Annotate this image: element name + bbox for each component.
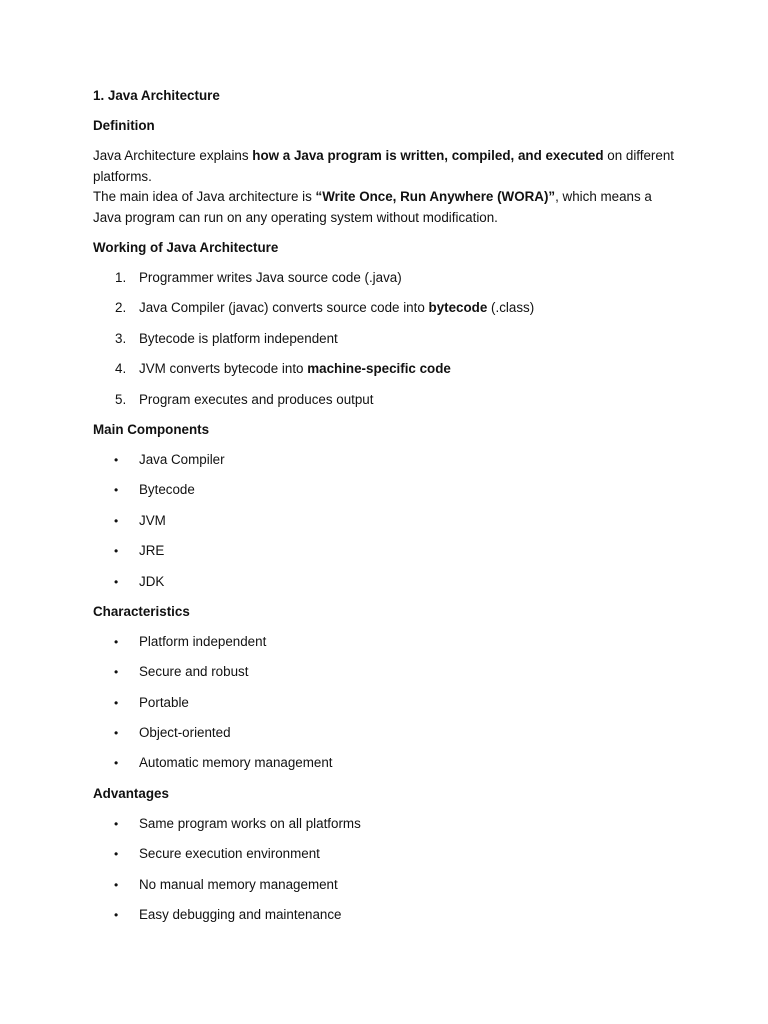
- list-item: [93, 814, 683, 834]
- list-item: [93, 723, 683, 743]
- def-p1-text-c: on different platforms.: [93, 148, 675, 184]
- step-number: 3.: [115, 330, 127, 346]
- bullet-icon: •: [114, 908, 119, 923]
- advantage-text: Easy debugging and maintenance: [139, 907, 342, 923]
- bullet-icon: •: [114, 513, 119, 528]
- definition-paragraph: [93, 146, 683, 187]
- advantages-list: [93, 814, 683, 925]
- step-text-bold: bytecode: [428, 300, 488, 316]
- advantage-text: No manual memory management: [139, 876, 338, 892]
- definition-heading: Definition: [93, 118, 155, 133]
- step-text-bold: machine-specific code: [307, 361, 451, 377]
- list-item: [93, 511, 683, 531]
- step-number: 1.: [115, 270, 127, 285]
- step-text-pre: JVM converts bytecode into: [139, 361, 308, 377]
- def-p2-text-a: The main idea of Java architecture is: [93, 189, 316, 204]
- characteristic-text: Secure and robust: [139, 664, 249, 680]
- bullet-icon: •: [114, 695, 119, 710]
- list-item: [93, 632, 683, 652]
- list-item: [93, 693, 683, 713]
- list-item: [93, 298, 683, 318]
- list-item: [93, 662, 683, 682]
- step-number: 4.: [115, 361, 127, 377]
- bullet-icon: •: [114, 665, 119, 680]
- component-text: JVM: [139, 512, 166, 528]
- list-item: [93, 875, 683, 895]
- def-p2-text-c: , which means a Java program can run on any operating system without modification.: [93, 189, 652, 225]
- bullet-icon: •: [114, 634, 119, 649]
- list-item: [93, 390, 683, 410]
- bullet-icon: •: [114, 574, 119, 589]
- list-item: [93, 450, 683, 470]
- advantages-heading: Advantages: [93, 785, 169, 801]
- component-text: JDK: [139, 573, 165, 589]
- characteristics-heading: Characteristics: [93, 603, 190, 619]
- bullet-icon: •: [114, 816, 119, 831]
- wora-paragraph: [93, 187, 683, 228]
- list-item: [93, 268, 683, 288]
- document-page: [93, 86, 683, 935]
- bullet-icon: •: [114, 726, 119, 741]
- list-item: [93, 329, 683, 349]
- bullet-icon: •: [114, 877, 119, 892]
- component-text: JRE: [139, 543, 165, 559]
- advantage-text: Same program works on all platforms: [139, 815, 361, 831]
- working-heading: Working of Java Architecture: [93, 240, 279, 255]
- advantage-text: Secure execution environment: [139, 846, 320, 862]
- list-item: [93, 844, 683, 864]
- characteristics-list: [93, 632, 683, 774]
- list-item: [93, 572, 683, 592]
- component-text: Java Compiler: [139, 451, 225, 467]
- def-p2-emphasis: “Write Once, Run Anywhere (WORA)”: [315, 189, 556, 204]
- bullet-icon: •: [114, 544, 119, 559]
- list-item: [93, 359, 683, 379]
- working-steps-list: [93, 268, 683, 410]
- characteristic-text: Portable: [139, 694, 189, 710]
- def-p1-emphasis: how a Java program is written, compiled, and executed: [252, 148, 604, 163]
- bullet-icon: •: [114, 483, 119, 498]
- step-text: Program executes and produces output: [139, 391, 374, 407]
- bullet-icon: •: [114, 452, 119, 467]
- characteristic-text: Automatic memory management: [139, 755, 333, 771]
- list-item: [93, 480, 683, 500]
- components-heading: Main Components: [93, 421, 210, 437]
- step-number: 2.: [115, 300, 127, 316]
- step-text: Bytecode is platform independent: [139, 330, 338, 346]
- step-text: Programmer writes Java source code (.java): [139, 270, 402, 285]
- def-p1-text-a: Java Architecture explains: [93, 148, 253, 163]
- document-title: 1. Java Architecture: [93, 88, 220, 103]
- components-list: [93, 450, 683, 592]
- list-item: [93, 541, 683, 561]
- step-number: 5.: [115, 391, 127, 407]
- bullet-icon: •: [114, 756, 119, 771]
- list-item: [93, 905, 683, 925]
- component-text: Bytecode: [139, 482, 195, 498]
- step-text-post: (.class): [487, 300, 535, 316]
- characteristic-text: Platform independent: [139, 633, 267, 649]
- characteristic-text: Object-oriented: [139, 725, 231, 741]
- list-item: [93, 753, 683, 773]
- step-text-pre: Java Compiler (javac) converts source code into: [139, 300, 429, 316]
- bullet-icon: •: [114, 847, 119, 862]
